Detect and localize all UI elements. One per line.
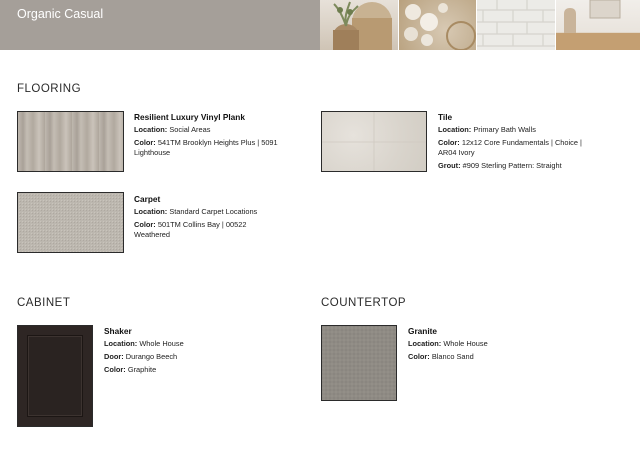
vinyl-plank-color: 541TM Brooklyn Heights Plus | 5091 — [157, 138, 278, 147]
tile-title: Tile — [438, 112, 453, 122]
countertop-title: Granite — [408, 326, 438, 336]
vinyl-plank-title: Resilient Luxury Vinyl Plank — [134, 112, 245, 122]
cabinet-location-label: Location: — [104, 339, 138, 348]
carpet-color-label: Color: — [134, 220, 156, 229]
tile-grout: #909 Sterling Pattern: Straight — [462, 161, 562, 170]
tile-color: 12x12 Core Fundamentals | Choice | — [461, 138, 582, 147]
tile-color-cont: AR04 Ivory — [438, 148, 475, 157]
countertop-color-label: Color: — [408, 352, 430, 361]
countertop-color: Blanco Sand — [431, 352, 474, 361]
cabinet-color-label: Color: — [104, 365, 126, 374]
cabinet-section-title: CABINET — [17, 297, 71, 309]
tile-info — [438, 125, 628, 171]
carpet-title: Carpet — [134, 194, 161, 204]
carpet-info — [134, 207, 314, 240]
style-name: Organic Casual — [17, 7, 104, 21]
countertop-info — [408, 339, 588, 362]
cabinet-door-label: Door: — [104, 352, 124, 361]
vinyl-plank-location-label: Location: — [134, 125, 168, 134]
carpet-color-cont: Weathered — [134, 230, 171, 239]
carpet-color: 501TM Collins Bay | 00522 — [157, 220, 247, 229]
cabinet-swatch — [17, 325, 93, 427]
granite-swatch — [321, 325, 397, 401]
tile-location: Primary Bath Walls — [473, 125, 536, 134]
countertop-location: Whole House — [443, 339, 488, 348]
cabinet-info — [104, 339, 284, 375]
vinyl-plank-color-cont: Lighthouse — [134, 148, 171, 157]
vinyl-plank-swatch — [17, 111, 124, 172]
carpet-swatch — [17, 192, 124, 253]
cabinet-color: Graphite — [127, 365, 157, 374]
countertop-section-title: COUNTERTOP — [321, 297, 407, 309]
pampas-ball-photo — [399, 0, 476, 50]
tile-location-label: Location: — [438, 125, 472, 134]
flooring-section-title: FLOORING — [17, 83, 82, 95]
brick-wall-photo — [477, 0, 555, 50]
tile-color-label: Color: — [438, 138, 460, 147]
carpet-location-label: Location: — [134, 207, 168, 216]
shelf-decor-photo — [556, 0, 640, 50]
vinyl-plank-color-label: Color: — [134, 138, 156, 147]
decor-vase-photo — [320, 0, 398, 50]
carpet-location: Standard Carpet Locations — [169, 207, 258, 216]
cabinet-title: Shaker — [104, 326, 132, 336]
vinyl-plank-info — [134, 125, 314, 158]
tile-swatch — [321, 111, 427, 172]
tile-grout-label: Grout: — [438, 161, 461, 170]
countertop-location-label: Location: — [408, 339, 442, 348]
cabinet-location: Whole House — [139, 339, 184, 348]
cabinet-door: Durango Beech — [125, 352, 178, 361]
header-band — [0, 0, 320, 50]
vinyl-plank-location: Social Areas — [169, 125, 211, 134]
